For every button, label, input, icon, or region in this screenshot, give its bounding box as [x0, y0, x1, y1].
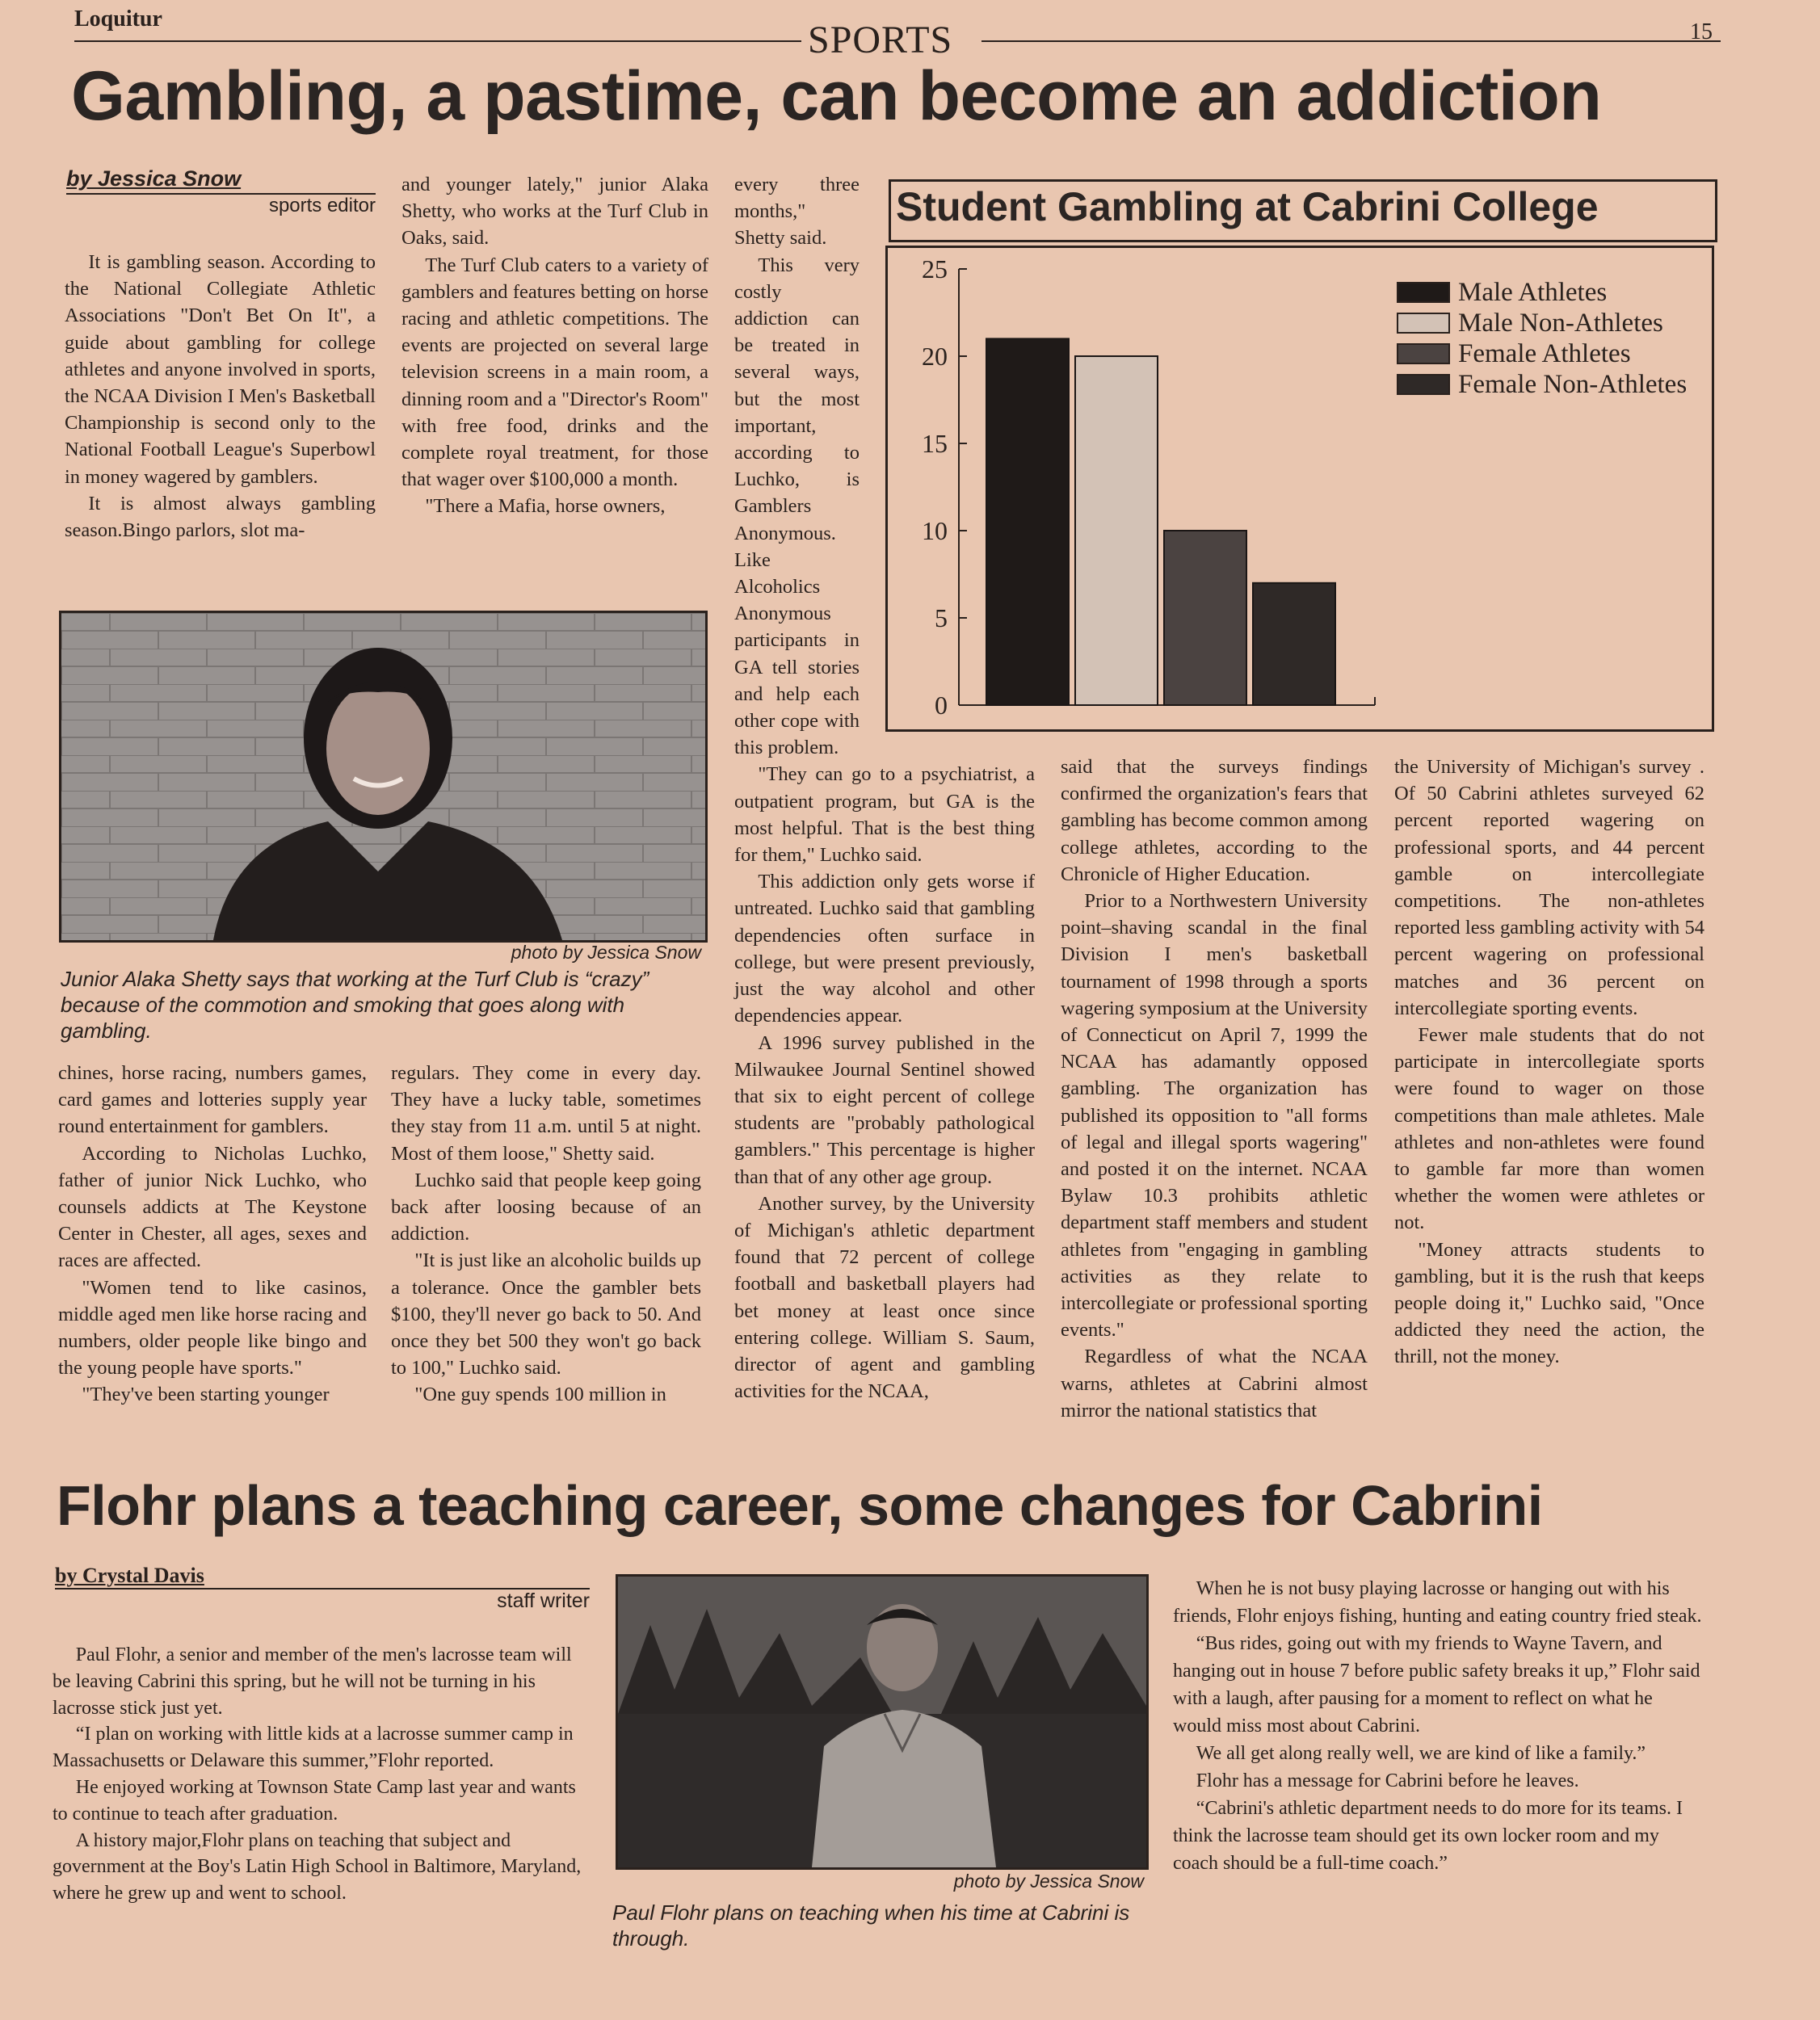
article2-col1	[53, 1642, 586, 1907]
paragraph: It is almost always gambling season.Bingo parlors, slot ma-	[65, 492, 376, 542]
article1-byline: by Jessica Snow	[66, 166, 242, 191]
masthead-rule-right	[981, 40, 1721, 42]
paragraph: “I plan on working with little kids at a lacrosse summer camp in Massachusetts or Delaware this summer,”Flohr reported.	[53, 1724, 574, 1772]
paragraph: said that the surveys findings confirmed the organization's fears that gambling has become common among college athletes, according to the Chronicle of Higher Education.	[1061, 756, 1368, 885]
paragraph: "Money attracts students to gambling, but it is the rush that keeps people doing it," Luchko said, "Once addicted they need the action, the thrill, not the money.	[1394, 1238, 1704, 1368]
paragraph: "Women tend to like casinos, middle aged men like horse racing and numbers, older people like bingo and the young people have sports."	[58, 1276, 367, 1380]
paragraph: The Turf Club caters to a variety of gamblers and features betting on horse racing and athletic competitions. The events are projected on several large television screens in a main room, a dinning room and a "Director's Room" with free food, drinks and the complete royal treatment, for those that wager over $100,000 a month.	[401, 254, 708, 491]
paper-name: Loquitur	[74, 6, 162, 31]
legend-item	[1397, 308, 1687, 338]
y-tick-label: 5	[935, 603, 948, 632]
article1-col1-top	[65, 249, 376, 544]
legend-item	[1397, 277, 1687, 308]
article1-col1-bottom	[58, 1060, 367, 1409]
flohr-photo-image	[618, 1577, 1146, 1867]
paragraph: He enjoyed working at Townson State Camp last year and wants to continue to teach after graduation.	[53, 1776, 576, 1825]
paragraph: Luchko said that people keep going back after loosing because of an addiction.	[391, 1169, 701, 1245]
paragraph: "They can go to a psychiatrist, a outpatient program, but GA is the most helpful. That is the best thing for them," Luchko said.	[734, 763, 1035, 867]
paragraph: It is gambling season. According to the National Collegiate Athletic Associations "Don't Bet On It", a guide about gambling for college athletes and anyone involved in sports, the NCAA Division I Men's Basketball Championship is second only to the National Football League's Superbowl in money wagered by gamblers.	[65, 251, 376, 488]
article1-role: sports editor	[268, 195, 376, 216]
article2-role: staff writer	[497, 1590, 590, 1612]
bar-female-non-athletes	[1253, 583, 1335, 705]
paragraph: A 1996 survey published in the Milwaukee Journal Sentinel showed that six to eight percent of college students are "probably pathological gamblers." This percentage is higher than that of any other age group.	[734, 1031, 1035, 1188]
chart-title-box	[889, 179, 1717, 242]
paragraph: According to Nicholas Luchko, father of junior Nick Luchko, who counsels addicts at The Keystone Center in Chester, all ages, sexes and races are affected.	[58, 1142, 367, 1272]
paragraph: Regardless of what the NCAA warns, athletes at Cabrini almost mirror the national statistics that	[1061, 1346, 1368, 1422]
chart-legend	[1397, 277, 1687, 400]
paragraph: "They've been starting younger	[82, 1384, 330, 1406]
paragraph: Paul Flohr, a senior and member of the men's lacrosse team will be leaving Cabrini this spring, but he will not be turning in his lacrosse stick just yet.	[53, 1644, 572, 1719]
legend-label: Female Non-Athletes	[1458, 370, 1688, 399]
paragraph: Prior to a Northwestern University point–shaving scandal in the final Division I men's basketball tournament of 1998 through a sports wagering symposium at the University of Connecticut on April 7, 1999 the NCAA has adamantly opposed gambling. The organization has published its opposition to "all forms of legal and illegal sports wagering" and posted it on the internet. NCAA Bylaw 10.3 prohibits athletic department staff members and student athletes from "engaging in gambling activities as they relate to intercollegiate or professional sporting events."	[1061, 890, 1368, 1342]
bar-male-non-athletes	[1075, 356, 1158, 705]
page-number: 15	[1690, 19, 1713, 44]
paragraph: and younger lately," junior Alaka Shetty, who works at the Turf Club in Oaks, said.	[401, 174, 708, 250]
article2-headline: Flohr plans a teaching career, some changes for Cabrini	[57, 1474, 1543, 1537]
paragraph: This addiction only gets worse if untreated. Luchko said that gambling dependencies often surface in college, but were present previously, just the way alcohol and other dependencies appear.	[734, 871, 1035, 1027]
paragraph: A history major,Flohr plans on teaching that subject and government at the Boy's Latin High School in Baltimore, Maryland, where he grew up and went to school.	[53, 1829, 582, 1905]
shetty-photo-image	[61, 613, 705, 940]
article1-col2-bottom	[391, 1060, 701, 1409]
article1-byline-block	[66, 166, 376, 217]
article2-col3	[1173, 1575, 1702, 1877]
article1-col2-top	[401, 171, 708, 520]
legend-label: Female Athletes	[1458, 339, 1631, 368]
paragraph: We all get along really well, we are kind of like a family.”	[1196, 1743, 1646, 1764]
legend-swatch	[1397, 374, 1450, 395]
flohr-photo-credit: photo by Jessica Snow	[953, 1871, 1144, 1892]
legend-swatch	[1397, 313, 1450, 334]
masthead-rule-left	[74, 40, 801, 42]
paragraph: "One guy spends 100 million in	[414, 1384, 666, 1406]
legend-item	[1397, 369, 1687, 400]
legend-label: Male Athletes	[1458, 278, 1608, 307]
chart-frame	[885, 246, 1714, 732]
flohr-photo-caption: Paul Flohr plans on teaching when his time at Cabrini is through.	[612, 1900, 1130, 1951]
paragraph: "There a Mafia, horse owners,	[425, 495, 666, 518]
chart-title: Student Gambling at Cabrini College	[896, 184, 1599, 229]
shetty-photo-credit: photo by Jessica Snow	[511, 942, 701, 963]
paragraph: When he is not busy playing lacrosse or hanging out with his friends, Flohr enjoys fishing, hunting and eating country fried steak.	[1173, 1578, 1702, 1627]
y-tick-label: 0	[935, 691, 948, 720]
shetty-photo-caption: Junior Alaka Shetty says that working at the Turf Club is “crazy” because of the commotion and smoking that goes along with gambling.	[61, 967, 649, 1043]
article1-headline: Gambling, a pastime, can become an addiction	[71, 57, 1602, 135]
paragraph: Flohr has a message for Cabrini before he leaves.	[1196, 1770, 1579, 1791]
paragraph: chines, horse racing, numbers games, card games and lotteries supply year round entertainment for gamblers.	[58, 1062, 367, 1138]
flohr-photo	[616, 1574, 1149, 1870]
paragraph: the University of Michigan's survey . Of 50 Cabrini athletes surveyed 62 percent reported wagering on professional sports, and 44 percent gamble on intercollegiate competitions. The non-athletes reported less gambling activity with 54 percent wagering on professional matches and 36 percent on intercollegiate sporting events.	[1394, 756, 1704, 1019]
paragraph: This very costly addiction can be treated in several ways, but the most important, according to Luchko, is Gamblers Anonymous. Like Alcoholics Anonymous participants in GA tell stories and help each other cope with this problem.	[734, 254, 860, 759]
paragraph: Another survey, by the University of Michigan's athletic department found that 72 percent of college football and basketball players had bet money at least once since entering college. William S. Saum, director of agent and gambling activities for the NCAA,	[734, 1192, 1035, 1403]
legend-swatch	[1397, 343, 1450, 364]
paragraph: every three months," Shetty said.	[734, 174, 860, 250]
paragraph: Fewer male students that do not participate in intercollegiate sports were found to wager on those competitions than male athletes. Male athletes and non-athletes were found to gamble far more than women whether the women were athletes or not.	[1394, 1024, 1704, 1234]
y-tick-label: 10	[922, 516, 948, 545]
legend-label: Male Non-Athletes	[1458, 309, 1663, 338]
paragraph: “Bus rides, going out with my friends to Wayne Tavern, and hanging out in house 7 before public safety breaks it up,” Flohr said with a laugh, after pausing for a moment to reflect on what he would miss most about Cabrini.	[1173, 1633, 1700, 1737]
paragraph: “Cabrini's athletic department needs to do more for its teams. I think the lacrosse team should get its own locker room and my coach should be a full-time coach.”	[1173, 1798, 1683, 1874]
shetty-photo	[59, 611, 708, 943]
section-name: SPORTS	[808, 19, 953, 61]
y-tick-label: 20	[922, 342, 948, 371]
legend-swatch	[1397, 282, 1450, 303]
paragraph: regulars. They come in every day. They have a lucky table, sometimes they stay from 11 a.m. until 5 at night. Most of them loose," Shetty said.	[391, 1062, 701, 1165]
article1-col4	[1061, 754, 1368, 1424]
y-tick-label: 25	[922, 254, 948, 283]
article2-byline: by Crystal Davis	[55, 1564, 204, 1587]
article1-col5	[1394, 754, 1704, 1371]
legend-item	[1397, 338, 1687, 369]
y-tick-label: 15	[922, 429, 948, 458]
bar-male-athletes	[986, 338, 1069, 705]
bar-female-athletes	[1164, 531, 1246, 705]
paragraph: "It is just like an alcoholic builds up a tolerance. Once the gambler bets $100, they'll never go back to 50. And once they bet 500 they won't go back to 100," Luchko said.	[391, 1249, 701, 1380]
article2-byline-block	[55, 1564, 590, 1613]
